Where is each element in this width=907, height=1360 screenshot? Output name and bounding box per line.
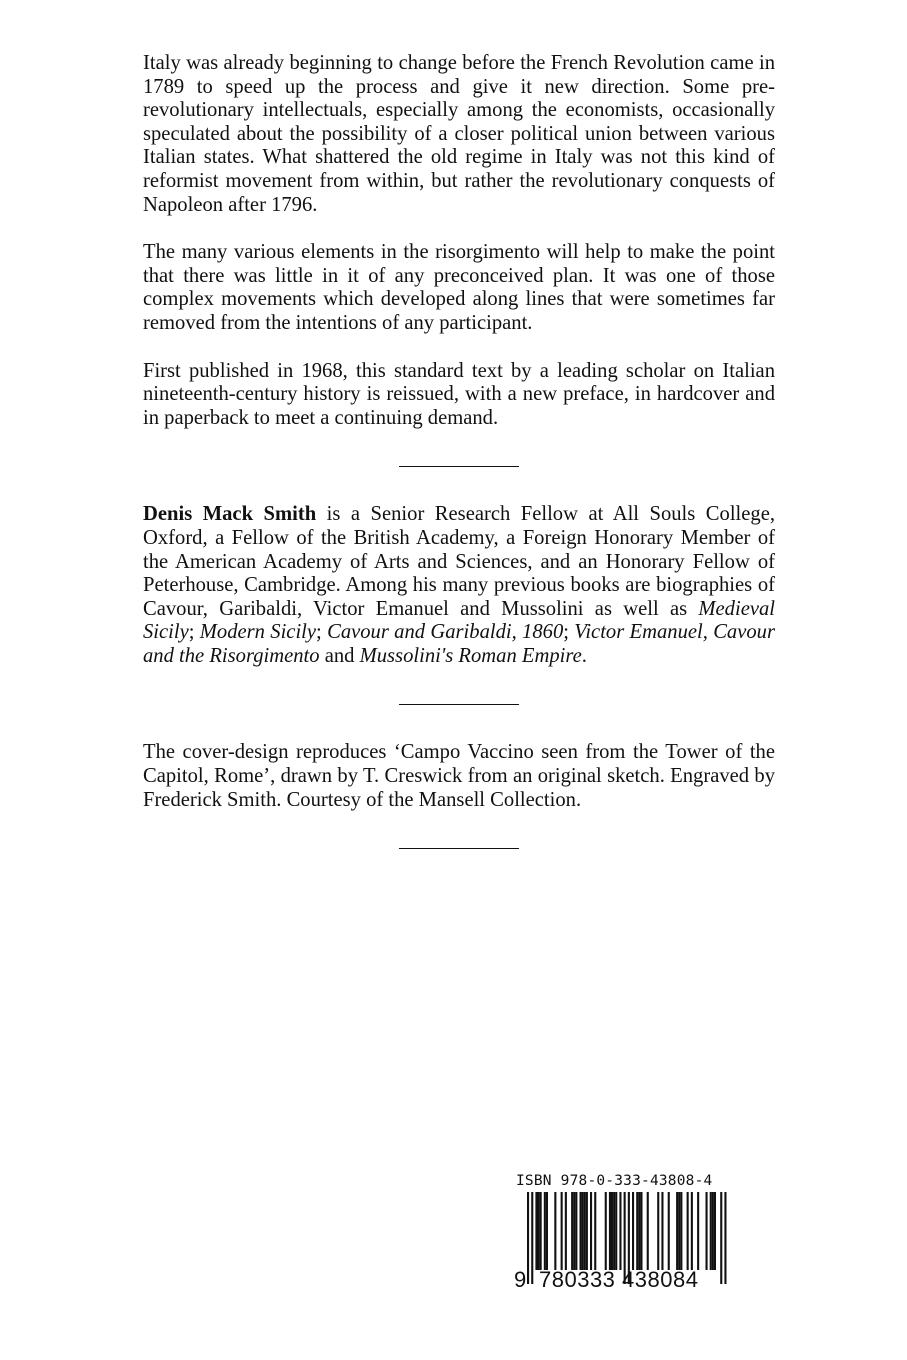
book-title: Modern Sicily <box>199 621 317 644</box>
author-bio-text: is a Senior Research Fellow at All Souls College, Oxford, a Fellow of the British Academy, a Foreign Honorary Member of the American Academy of Arts and Sciences, and an Honorary Fellow of Peterhouse, Cambridge. Among his many previous books are biographies of Cavour, Garibaldi, Victor Emanuel and Mussolini as well as <box>143 503 775 620</box>
barcode-bar <box>720 1192 722 1284</box>
barcode-bar <box>586 1192 588 1270</box>
barcode-lead-digit: 9 <box>514 1267 527 1292</box>
isbn-label: ISBN 978-0-333-43808-4 <box>516 1173 713 1189</box>
barcode-bar <box>657 1192 659 1270</box>
separator: ; <box>563 621 575 644</box>
barcode-bar <box>687 1192 689 1270</box>
barcode-bar <box>580 1192 582 1270</box>
barcode-bar <box>544 1192 546 1270</box>
barcode-bar <box>531 1192 533 1284</box>
barcode-bar <box>619 1192 621 1270</box>
barcode-bar <box>565 1192 567 1270</box>
book-title: Medieval Sicily <box>143 597 775 644</box>
barcode-bar <box>697 1192 699 1270</box>
divider-rule <box>399 848 519 849</box>
barcode-bar <box>632 1192 634 1270</box>
barcode-bar <box>647 1192 649 1270</box>
separator: and <box>319 644 360 667</box>
barcode-bar <box>712 1192 714 1270</box>
barcode-bar <box>571 1192 573 1270</box>
barcode-bar <box>527 1192 529 1284</box>
barcode-bar <box>540 1192 542 1270</box>
book-title: Mussolini's Roman Empire <box>359 644 582 667</box>
barcode-bar <box>710 1192 712 1270</box>
barcode-bar <box>584 1192 586 1270</box>
barcode-bar <box>676 1192 678 1270</box>
barcode-bar <box>668 1192 670 1270</box>
barcode-bar <box>638 1192 640 1270</box>
barcode-bar <box>590 1192 592 1270</box>
separator: . <box>581 644 587 667</box>
barcode-bar <box>554 1192 556 1270</box>
barcode-bar <box>714 1192 716 1270</box>
barcode-bar <box>609 1192 611 1270</box>
barcode-bar <box>546 1192 548 1270</box>
isbn-barcode <box>513 1170 733 1300</box>
barcode-bar <box>605 1192 607 1270</box>
author-bio <box>143 503 775 668</box>
barcode-bar <box>661 1192 663 1270</box>
author-name: Denis Mack Smith <box>143 503 317 526</box>
barcode-digits: 780333 438084 <box>539 1267 699 1292</box>
divider-rule <box>399 466 519 467</box>
barcode-bar <box>582 1192 584 1270</box>
barcode-bar <box>706 1192 708 1270</box>
barcode-bar <box>724 1192 726 1284</box>
description-paragraph-1: Italy was already beginning to change before the French Revolution came in 1789 to speed up the process and give it new direction. Some pre-revolutionary intellectuals, especially among the economists, occasionally speculated about the possibility of a closer political union between various Italian states. What shattered the old regime in Italy was not this kind of reformist movement from within, but rather the revolutionary conquests of Napoleon after 1796. <box>143 52 775 216</box>
barcode-bar <box>613 1192 615 1270</box>
barcode-bar <box>678 1192 680 1270</box>
separator: ; <box>316 621 328 644</box>
separator: ; <box>188 621 200 644</box>
back-cover-text <box>143 52 775 849</box>
barcode-bar <box>640 1192 642 1270</box>
book-title: Cavour and Garibaldi, 1860 <box>327 621 564 644</box>
book-title: Victor Emanuel, Cavour and the Risorgimento <box>143 621 775 667</box>
barcode-bar <box>575 1192 577 1270</box>
barcode-bar <box>538 1192 540 1270</box>
description-paragraph-2: The many various elements in the risorgimento will help to make the point that there was little in it of any preconceived plan. It was one of those complex movements which developed along lines that were sometimes far removed from the intentions of any participant. <box>143 241 775 334</box>
divider-rule <box>399 704 519 705</box>
barcode-bar <box>573 1192 575 1270</box>
cover-design-note: The cover-design reproduces ‘Campo Vaccino seen from the Tower of the Capitol, Rome’, drawn by T. Creswick from an original sketch. Engraved by Frederick Smith. Courtesy of the Mansell Collection. <box>143 741 775 811</box>
barcode-bar <box>680 1192 682 1270</box>
barcode-bar <box>636 1192 638 1270</box>
barcode-bar <box>611 1192 613 1270</box>
publication-note: First published in 1968, this standard text by a leading scholar on Italian nineteenth-century history is reissued, with a new preface, in hardcover and in paperback to meet a continuing demand. <box>143 359 775 429</box>
barcode-bar <box>615 1192 617 1270</box>
barcode-bar <box>535 1192 537 1270</box>
barcode-bar <box>594 1192 596 1270</box>
barcode-bar <box>561 1192 563 1270</box>
barcode-bar <box>691 1192 693 1270</box>
